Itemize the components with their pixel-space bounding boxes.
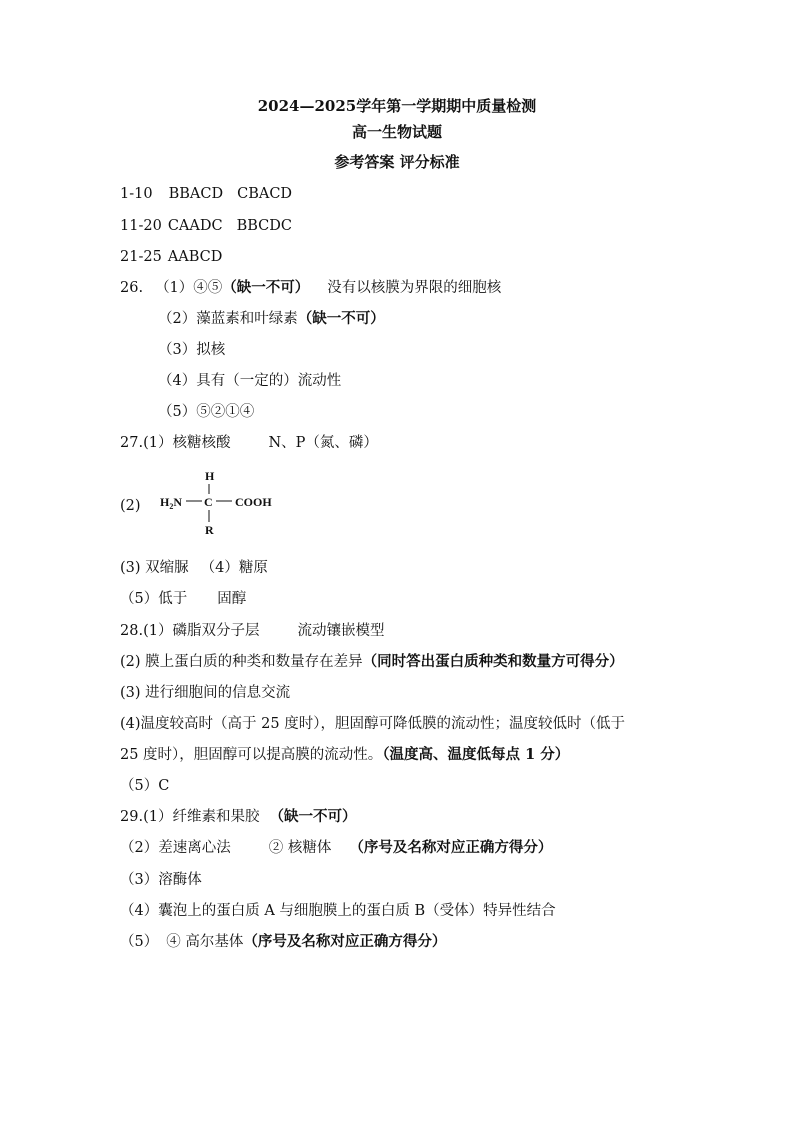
q27-part3-4 bbox=[120, 558, 268, 578]
choice-range: 1-10 bbox=[120, 186, 153, 202]
q28-part4-line2 bbox=[120, 745, 569, 765]
q29-part4: （4）囊泡上的蛋白质 A 与细胞膜上的蛋白质 B（受体）特异性结合 bbox=[120, 903, 556, 919]
scoring-note: （缺一不可） bbox=[297, 310, 385, 327]
choice-group: BBCDC bbox=[236, 218, 292, 234]
q27-part1 bbox=[120, 433, 378, 453]
answer-text: (1）核糖核酸 bbox=[143, 435, 231, 451]
q29-part1 bbox=[120, 807, 356, 827]
q28-part3: (3) 进行细胞间的信息交流 bbox=[120, 685, 291, 701]
q26-part2 bbox=[158, 309, 385, 329]
scoring-note: （缺一不可） bbox=[269, 808, 357, 825]
q28-part5: （5）C bbox=[120, 778, 170, 794]
scoring-note: （缺一不可） bbox=[222, 279, 310, 296]
answer-text: (3) 双缩脲 bbox=[120, 560, 189, 576]
answer-text: 固醇 bbox=[217, 591, 247, 607]
choice-group: CBACD bbox=[237, 186, 293, 202]
answer-text: （5）低于 bbox=[120, 591, 188, 607]
document-title: 2024—2025学年第一学期期中质量检测 bbox=[257, 97, 537, 115]
choice-range: 11-20 bbox=[120, 218, 162, 234]
q26-part1 bbox=[120, 278, 501, 298]
answer-text: （5） bbox=[120, 934, 159, 950]
question-number: 28. bbox=[120, 623, 144, 639]
answer-text: 流动镶嵌模型 bbox=[297, 623, 385, 639]
q29-part5 bbox=[120, 932, 446, 952]
document-subtitle: 高一生物试题 bbox=[351, 123, 442, 141]
choice-group: BBACD bbox=[168, 186, 224, 202]
q29-part2 bbox=[120, 838, 552, 858]
q29-part3: （3）溶酶体 bbox=[120, 872, 202, 888]
q28-part1 bbox=[120, 621, 384, 641]
question-number: 26. bbox=[120, 280, 144, 296]
answer-text: (1）纤维素和果胶 bbox=[143, 809, 260, 825]
scoring-note: （温度高、温度低每点 1 分） bbox=[382, 746, 570, 763]
formula-top: H bbox=[205, 469, 215, 483]
amino-acid-structure bbox=[120, 466, 320, 546]
answer-key-heading: 参考答案 评分标准 bbox=[334, 153, 460, 171]
answer-text: 25 度时），胆固醇可以提高膜的流动性。 bbox=[120, 747, 383, 763]
q26-part4: （4）具有（一定的）流动性 bbox=[158, 373, 342, 389]
answer-text: （1）④⑤ bbox=[155, 280, 223, 296]
question-number: 27. bbox=[120, 435, 144, 451]
answer-text: (2) 膜上蛋白质的种类和数量存在差异 bbox=[120, 654, 363, 670]
answer-text: （4）糖原 bbox=[200, 560, 268, 576]
scoring-note: （序号及名称对应正确方得分） bbox=[349, 839, 553, 856]
answer-text: (1）磷脂双分子层 bbox=[143, 623, 260, 639]
answer-text: （2）差速离心法 bbox=[120, 840, 231, 856]
answer-text: （2）藻蓝素和叶绿素 bbox=[158, 311, 298, 327]
choice-row-3 bbox=[120, 247, 222, 267]
scoring-note: （序号及名称对应正确方得分） bbox=[243, 933, 447, 950]
choice-row-1 bbox=[120, 184, 292, 204]
answer-text: ④ 高尔基体 bbox=[166, 934, 244, 950]
answer-text: 没有以核膜为界限的细胞核 bbox=[327, 280, 502, 296]
question-number: 29. bbox=[120, 809, 144, 825]
answer-text: ② 核糖体 bbox=[268, 840, 332, 856]
q26-part3: （3）拟核 bbox=[158, 342, 226, 358]
formula-bottom: R bbox=[205, 523, 214, 537]
choice-row-2 bbox=[120, 216, 292, 236]
choice-group: AABCD bbox=[167, 249, 223, 265]
q28-part4-line1: (4)温度较高时（高于 25 度时），胆固醇可降低膜的流动性；温度较低时（低于 bbox=[120, 716, 625, 732]
formula-right: COOH bbox=[235, 495, 272, 509]
formula-center: C bbox=[204, 495, 213, 509]
q28-part2 bbox=[120, 652, 624, 672]
q26-part5: （5）⑤②①④ bbox=[158, 404, 255, 420]
formula-left: $H_2N$ bbox=[160, 495, 183, 511]
scoring-note: （同时答出蛋白质种类和数量方可得分） bbox=[362, 653, 624, 670]
q27-part5 bbox=[120, 589, 246, 609]
choice-range: 21-25 bbox=[120, 249, 162, 265]
part-label: (2) bbox=[120, 498, 141, 514]
choice-group: CAADC bbox=[167, 218, 223, 234]
answer-text: N、P（氮、磷） bbox=[268, 435, 378, 451]
